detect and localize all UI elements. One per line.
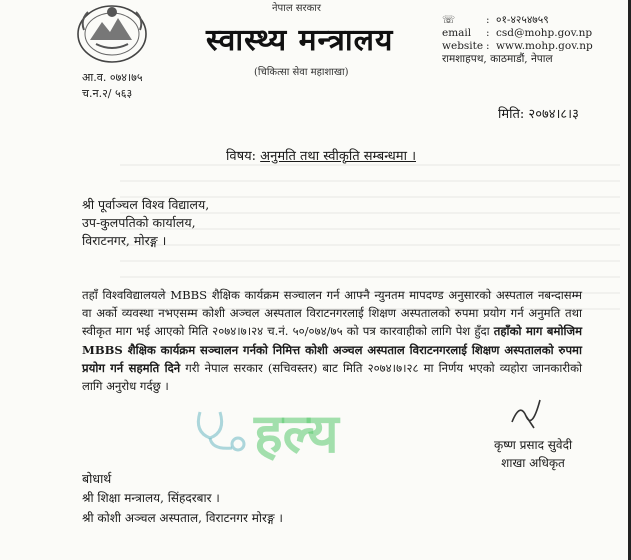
watermark-logo: हल्य xyxy=(254,402,339,465)
address-value: रामशाहपथ, काठमाडौं, नेपाल xyxy=(442,53,553,65)
email-row: email : csd@mohp.gov.np xyxy=(442,27,593,39)
recipient-line-1: श्री पूर्वाञ्चल विश्व विद्यालय, xyxy=(82,197,210,212)
ministry-title: स्वास्थ्य मन्त्रालय xyxy=(206,23,394,58)
dispatch-number: च.न.२/ ५६३ xyxy=(82,87,133,100)
body-text-start: तहाँ विश्वविद्यालयले MBBS शैक्षिक कार्यक्रम सञ्चालन गर्न आफ्नै न्युनतम मापदण्ड अनुसारको अस्पताल नबन्दासम्म वा अर्को व्यवस्था नभएसम्म कोशी अञ्चल अस्पताल विराटनगरलाई शिक्षण अस्पतालको रुपमा प्रयोग गर्न अनुमति तथा स्वीकृत माग भई आएको मिति २०७४।७।२४ च.नं. ५०/०७४/७५ को पत्र कारवाहीको लागि पेश हुँदा xyxy=(82,288,582,339)
fiscal-year: आ.व. ०७४।७५ xyxy=(82,71,143,84)
subject-line xyxy=(226,146,416,164)
cc-line-1: श्री शिक्षा मन्त्रालय, सिंहदरबार । xyxy=(82,491,220,505)
nepal-emblem-icon xyxy=(76,0,148,64)
email-value[interactable]: csd@mohp.gov.np xyxy=(496,27,593,39)
website-label: website xyxy=(442,40,484,52)
phone-value: ०१-४२५४७५९ xyxy=(496,14,549,26)
letter-body xyxy=(82,286,582,395)
signatory-designation: शाखा अधिकृत xyxy=(501,456,565,470)
address-row xyxy=(442,53,593,66)
phone-row: ☏ : ०१-४२५४७५९ xyxy=(442,14,549,26)
cc-label: बोधार्थ xyxy=(82,471,112,486)
recipient-line-2: उप-कुलपतिको कार्यालय, xyxy=(82,215,196,230)
body-text-bold: तहाँको माग बमोजिम MBBS शैक्षिक कार्यक्रम सञ्चालन गर्नको निमित्त कोशी अञ्चल अस्पताल विराटनगरलाई शिक्षण अस्पतालको रुपमा प्रयोग गर्न सहमति दिने xyxy=(82,324,583,375)
signatory-name: कृष्ण प्रसाद सुवेदी xyxy=(494,438,573,452)
recipient-line-3: विराटनगर, मोरङ्ग । xyxy=(82,233,167,248)
phone-icon: ☏ xyxy=(442,14,456,26)
subject-text: अनुमति तथा स्वीकृति सम्बन्धमा । xyxy=(260,149,416,164)
section-name: (चिकित्सा सेवा महाशाखा) xyxy=(254,67,349,78)
cc-list xyxy=(82,488,283,528)
subject-label: विषय: xyxy=(226,149,257,164)
website-value[interactable]: www.mohp.gov.np xyxy=(496,40,593,52)
signatory-block xyxy=(494,436,572,472)
email-label: email xyxy=(442,27,472,39)
cc-line-2: श्री कोशी अञ्चल अस्पताल, विराटनगर मोरङ्ग । xyxy=(82,511,283,525)
letter-date: मिति: २०७४।८।३ xyxy=(498,107,579,122)
body-text-end: गरी नेपाल सरकार (सचिवस्तर) बाट मिति २०७४।७।२८ मा निर्णय भएको व्यहोरा जानकारीको लागि अनुरोध गर्दछु । xyxy=(82,360,582,394)
government-name: नेपाल सरकार xyxy=(272,3,321,14)
website-row: website : www.mohp.gov.np xyxy=(442,40,593,52)
recipient-address xyxy=(82,196,209,250)
watermark-stethoscope-icon xyxy=(192,408,252,454)
contact-block xyxy=(442,14,593,66)
signature-mark-icon xyxy=(506,392,550,432)
